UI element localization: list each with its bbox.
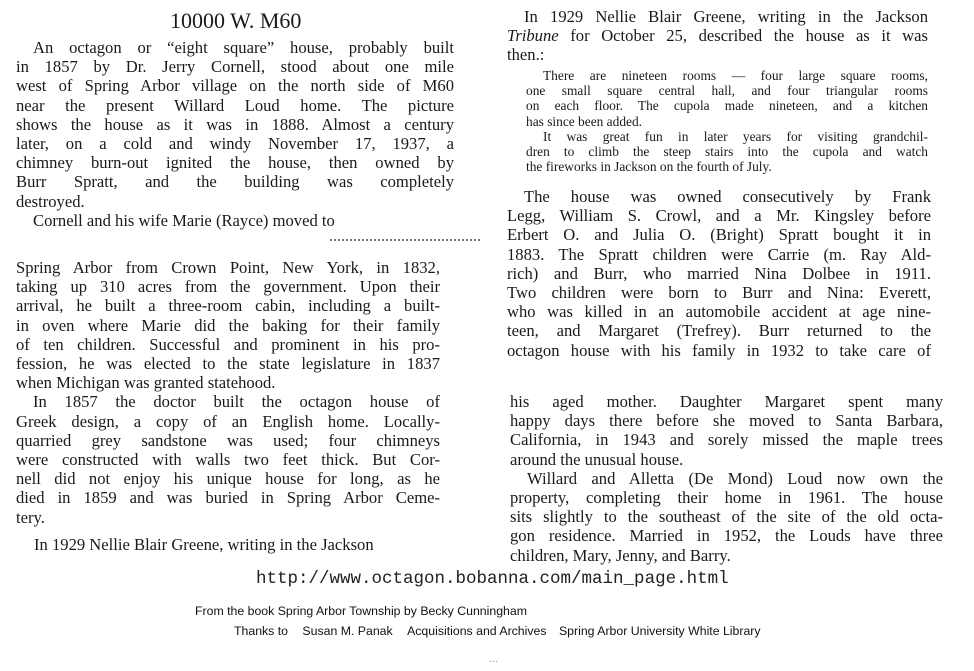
- col2-intro: [507, 7, 928, 65]
- text-line: children, Mary, Jenny, and Barry.: [510, 545, 731, 565]
- text-line: died in 1859 and was buried in Spring Arbor Ceme-: [16, 488, 440, 508]
- text-line: sits slightly to the southeast of the site of the old octa-: [510, 507, 943, 527]
- text-line: were constructed with walls two feet thick. But Cor-: [16, 450, 440, 470]
- text-line: In 1929 Nellie Blair Greene, writing in the Jackson: [524, 7, 928, 26]
- col2-middle-paragraphs: [507, 187, 931, 360]
- text-line: rich) and Burr, who married Nina Dolbee in 1911.: [507, 263, 931, 283]
- text-line: shows the house as it was in 1888. Almost a century: [16, 114, 454, 134]
- text-line: tery.: [16, 507, 45, 527]
- scan-specks: ˇˇˇ: [489, 661, 498, 668]
- text-line: fession, he was elected to the state legislature in 1837: [16, 354, 440, 374]
- text-line: when Michigan was granted statehood.: [16, 373, 276, 393]
- quote-line: dren to climb the steep stairs into the cupola and watch: [526, 144, 928, 160]
- text-line: taking up 310 acres from the government. Upon their: [16, 277, 440, 297]
- thanks-line: [234, 624, 761, 639]
- col1-top-paragraphs: [16, 38, 454, 230]
- quote-line: There are nineteen rooms — four large square rooms,: [543, 68, 928, 83]
- text-line: quarried grey sandstone was used; four chimneys: [16, 430, 440, 450]
- col2-quote: [526, 68, 928, 174]
- text-line: Greek design, a copy of an English home. Locally-: [16, 411, 440, 431]
- quote-line: the fireworks in Jackson on the fourth of July.: [526, 159, 772, 175]
- text-line: The house was owned consecutively by Frank: [524, 187, 931, 206]
- text-line: 1883. The Spratt children were Carrie (m. Ray Ald-: [507, 244, 931, 264]
- thanks-library: Spring Arbor University White Library: [558, 624, 761, 638]
- text-line: In 1857 the doctor built the octagon house of: [33, 392, 440, 412]
- text-line: property, completing their home in 1961. The house: [510, 488, 943, 508]
- text-line: later, on a cold and windy November 17, 1937, a: [16, 134, 454, 154]
- text-line: his aged mother. Daughter Margaret spent many: [510, 392, 943, 411]
- col2-bottom-paragraphs: [510, 392, 943, 565]
- text-line: Willard and Alletta (De Mond) Loud now own the: [527, 468, 943, 488]
- text-line: west of Spring Arbor village on the north side of M60: [16, 76, 454, 96]
- text-line: of ten children. Successful and prominent in his pro-: [16, 334, 440, 354]
- text-line: Burr Spratt, and the building was completely: [16, 172, 454, 192]
- text-line: happy days there before she moved to Santa Barbara,: [510, 411, 943, 431]
- text-line: around the unusual house.: [510, 449, 684, 469]
- text-line: An octagon or “eight square” house, probably built: [33, 38, 454, 57]
- source-url: http://www.octagon.bobanna.com/main_page.html: [256, 569, 729, 589]
- text-line: octagon house with his family in 1932 to take care of: [507, 340, 931, 360]
- text-line: Tribune for October 25, described the house as it was: [507, 26, 928, 46]
- book-credit: From the book Spring Arbor Township by Becky Cunningham: [195, 604, 527, 618]
- text-line: Spring Arbor from Crown Point, New York, in 1832,: [16, 258, 440, 277]
- text-line: destroyed.: [16, 191, 85, 211]
- text-line: in oven where Marie did the baking for their family: [16, 315, 440, 335]
- quote-line: It was great fun in later years for visiting grandchil-: [543, 128, 928, 144]
- text-line: in 1857 by Dr. Jerry Cornell, stood about one mile: [16, 57, 454, 77]
- quote-line: has since been added.: [526, 113, 643, 129]
- text-line: Cornell and his wife Marie (Rayce) moved to: [33, 210, 335, 230]
- col1-bottom-paragraphs: [16, 258, 440, 527]
- text-line: near the present Willard Loud home. The picture: [16, 95, 454, 115]
- thanks-label: Thanks to: [234, 624, 288, 638]
- text-line: Erbert O. and Julia O. (Bright) Spratt bought it in: [507, 225, 931, 245]
- text-line: California, in 1943 and sorely missed the maple trees: [510, 430, 943, 450]
- column-divider-rule: [330, 239, 480, 241]
- text-line: nell did not enjoy his unique house for long, as he: [16, 469, 440, 489]
- text-line: gon residence. Married in 1952, the Louds have three: [510, 526, 943, 546]
- thanks-name: Susan M. Panak: [302, 624, 393, 638]
- text-line: then.:: [507, 45, 545, 65]
- quote-line: one small square central hall, and four triangular rooms: [526, 83, 928, 99]
- cut-off-text: In 1929 Nellie Blair Greene, writing in the Jackson: [34, 535, 374, 554]
- text-line: arrival, he built a three-room cabin, including a built-: [16, 296, 440, 316]
- page-title: 10000 W. M60: [170, 8, 302, 33]
- text-line: chimney burn-out ignited the house, then owned by: [16, 153, 454, 173]
- thanks-dept: Acquisitions and Archives: [407, 624, 547, 638]
- text-line: Two children were born to Burr and Nina: Everett,: [507, 283, 931, 303]
- newspaper-name: Tribune: [507, 26, 559, 46]
- cut-off-text-line: [34, 531, 444, 554]
- text-line: Legg, William S. Crowl, and a Mr. Kingsley before: [507, 206, 931, 226]
- quote-line: on each floor. The cupola made nineteen, and a kitchen: [526, 98, 928, 114]
- text-line: who was killed in an automobile accident at age nine-: [507, 302, 931, 322]
- text-line: teen, and Margaret (Trefrey). Burr returned to the: [507, 321, 931, 341]
- clipped-line-wrap: [507, 340, 931, 360]
